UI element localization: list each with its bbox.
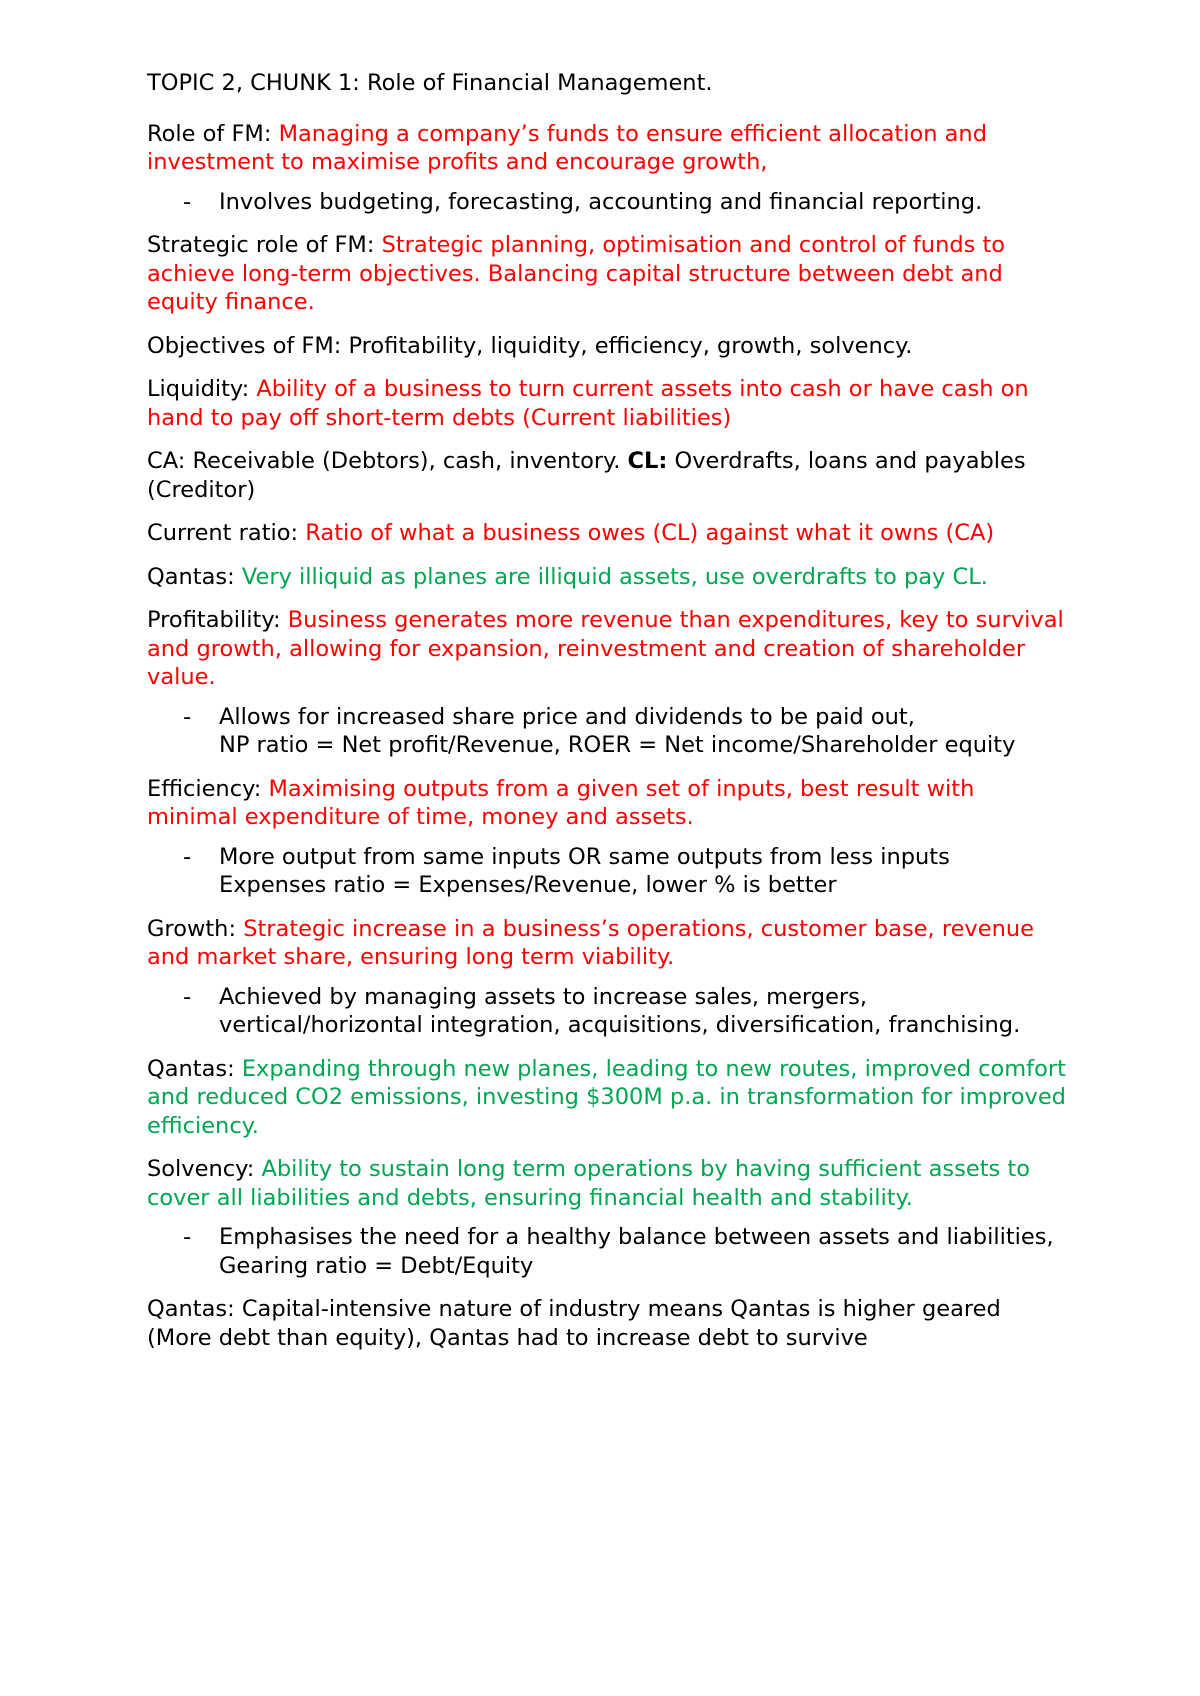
role-of-fm-paragraph [147, 120, 1067, 177]
ca-cl-paragraph [147, 447, 1067, 504]
ca-text: CA: Receivable (Debtors), cash, inventory. [147, 448, 628, 474]
bullet-dash: - [183, 983, 192, 1010]
definition-text: Strategic increase in a business’s operations, customer base, revenue and market share, ensuring long term viability. [147, 915, 1034, 970]
definition-text: Business generates more revenue than expenditures, key to survival and growth, allowing for expansion, reinvestment and creation of shareholder value. [147, 607, 1064, 690]
strategic-role-paragraph [147, 231, 1067, 317]
bullet-dash: - [183, 1224, 192, 1250]
term-label: Solvency: [147, 1156, 262, 1182]
liquidity-paragraph [147, 375, 1067, 432]
bullet-dash: - [183, 843, 192, 870]
bullet-text: NP ratio = Net profit/Revenue, ROER = Net income/Shareholder equity [219, 732, 1016, 758]
bullet-text: Involves budgeting, forecasting, accounting and financial reporting. [219, 188, 983, 215]
qantas-solvency-example: Qantas: Capital-intensive nature of industry means Qantas is higher geared (More debt than equity), Qantas had to increase debt to survive [147, 1296, 1001, 1351]
term-label: Qantas: [147, 563, 242, 590]
bullet-item [147, 1223, 1067, 1280]
term-label: Liquidity: [147, 376, 257, 402]
definition-text: Ratio of what a business owes (CL) against what it owns (CA) [305, 520, 995, 546]
bullet-item [147, 188, 1067, 217]
bullet-text: Gearing ratio = Debt/Equity [219, 1252, 534, 1279]
term-label: Profitability: [147, 607, 288, 633]
bullet-text: Expenses ratio = Expenses/Revenue, lower % is better [219, 872, 837, 898]
page-title: TOPIC 2, CHUNK 1: Role of Financial Management. [147, 70, 713, 96]
example-text: Very illiquid as planes are illiquid assets, use overdrafts to pay CL. [241, 563, 988, 590]
term-label: Strategic role of FM: [147, 232, 382, 258]
definition-text: Ability of a business to turn current assets into cash or have cash on hand to pay off short-term debts (Current liabilities) [147, 376, 1029, 431]
bullet-item [147, 843, 1067, 900]
term-label: Growth: [147, 915, 244, 942]
bullet-item [147, 983, 1067, 1040]
term-label: Current ratio: [147, 520, 306, 546]
bullet-dash: - [183, 703, 192, 730]
qantas-growth-example [147, 1055, 1067, 1141]
bullet-text: Achieved by managing assets to increase sales, mergers, vertical/horizontal integration, acquisitions, diversification, franchising. [219, 983, 1021, 1038]
term-label: Qantas: [147, 1055, 242, 1082]
growth-paragraph [147, 915, 1067, 972]
bullet-text: Allows for increased share price and dividends to be paid out, [219, 703, 915, 730]
bullet-text: More output from same inputs OR same outputs from less inputs [219, 843, 950, 870]
solvency-paragraph [147, 1155, 1067, 1212]
example-text: Expanding through new planes, leading to new routes, improved comfort and reduced CO2 emissions, investing $300M p.a. in transformation for improved efficiency. [147, 1055, 1066, 1139]
bullet-item [147, 703, 1067, 760]
profitability-paragraph [147, 606, 1067, 692]
term-label: Role of FM: [147, 120, 279, 147]
objectives-paragraph: Objectives of FM: Profitability, liquidity, efficiency, growth, solvency. [147, 332, 913, 359]
definition-text: Managing a company’s funds to ensure efficient allocation and investment to maximise profits and encourage growth, [147, 120, 987, 175]
document-body [147, 69, 1067, 1367]
bullet-dash: - [183, 188, 192, 215]
current-ratio-paragraph [147, 519, 1067, 548]
efficiency-paragraph [147, 775, 1067, 832]
term-label: Efficiency: [147, 775, 269, 802]
definition-text: Maximising outputs from a given set of inputs, best result with minimal expenditure of time, money and assets. [147, 775, 975, 830]
cl-label: CL: [627, 448, 668, 474]
definition-text: Strategic planning, optimisation and control of funds to achieve long-term objectives. Balancing capital structure between debt and equity finance. [147, 232, 1006, 315]
qantas-liquidity-example [147, 563, 1067, 592]
cl-text: Overdrafts, loans and payables (Creditor) [147, 448, 1026, 503]
bullet-text: Emphasises the need for a healthy balance between assets and liabilities, [219, 1224, 1054, 1250]
definition-text: Ability to sustain long term operations by having sufficient assets to cover all liabilities and debts, ensuring financial health and stability. [147, 1156, 1030, 1211]
